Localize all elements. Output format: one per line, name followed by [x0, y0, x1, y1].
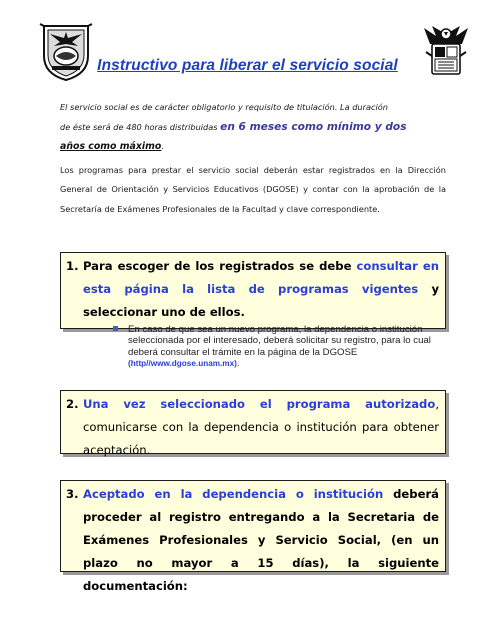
step-1-text-b: y seleccionar uno de ellos. — [83, 282, 439, 319]
programs-list-link[interactable]: consultar en esta página la lista de programas vigentes — [83, 259, 439, 296]
step-3-text — [83, 481, 439, 598]
dgose-url-link[interactable]: (http//www.dgose.unam.mx) — [128, 359, 237, 369]
duration-highlight: en 6 meses como mínimo y dos — [220, 120, 407, 133]
intro-line-2: de éste será de 480 horas distribuidas — [60, 121, 221, 132]
intro-paragraph-1 — [60, 98, 446, 157]
step-1-text-a: Para escoger de los registrados se debe — [83, 259, 357, 273]
step-1-text — [83, 253, 439, 324]
step-2-text — [83, 391, 439, 462]
note-bullet-item — [128, 324, 444, 370]
step-1-box — [60, 252, 446, 329]
intro-text — [60, 98, 446, 219]
step-2-highlight: Una vez seleccionado el programa autorizado — [83, 397, 436, 411]
intro-line-3-end: . — [161, 141, 164, 151]
step-2-number: 2. — [66, 397, 79, 411]
step-3-text-b: deberá proceder al registro entregando a la Secretaria de Exámenes Profesionales y Servicio Social, (en un plazo no mayor a 15 días), la siguiente documentación: — [83, 487, 439, 593]
step-3-highlight: Aceptado en la dependencia o institución — [83, 487, 384, 501]
step-3-box — [60, 480, 446, 593]
intro-paragraph-2: Los programas para prestar el servicio social deberán estar registrados en la Dirección General de Orientación y Servicios Educativos (DGOSE) y contar con la aprobación de la Secretaría de Exámenes Profesionales de la Facultad y clave correspondiente. — [60, 164, 446, 214]
step-1-number: 1. — [66, 259, 79, 273]
step-3-number: 3. — [66, 487, 79, 501]
note-end: . — [236, 358, 240, 370]
bullet-square-icon — [113, 326, 118, 331]
step-2-box — [60, 390, 446, 457]
step-2-text-b: , comunicarse con la dependencia o institución para obtener aceptación. — [83, 397, 439, 457]
page-title: Instructivo para liberar el servicio social — [97, 57, 398, 74]
intro-line-1: El servicio social es de carácter obligatorio y requisito de titulación. La duración — [60, 102, 388, 112]
duration-max: años como máximo — [60, 141, 162, 152]
note-text: En caso de que sea un nuevo programa, la dependencia o institución seleccionada por el interesado, deberá solicitar su registro, para lo cual deberá consultar el trámite en la página de la DGOSE — [128, 324, 431, 358]
